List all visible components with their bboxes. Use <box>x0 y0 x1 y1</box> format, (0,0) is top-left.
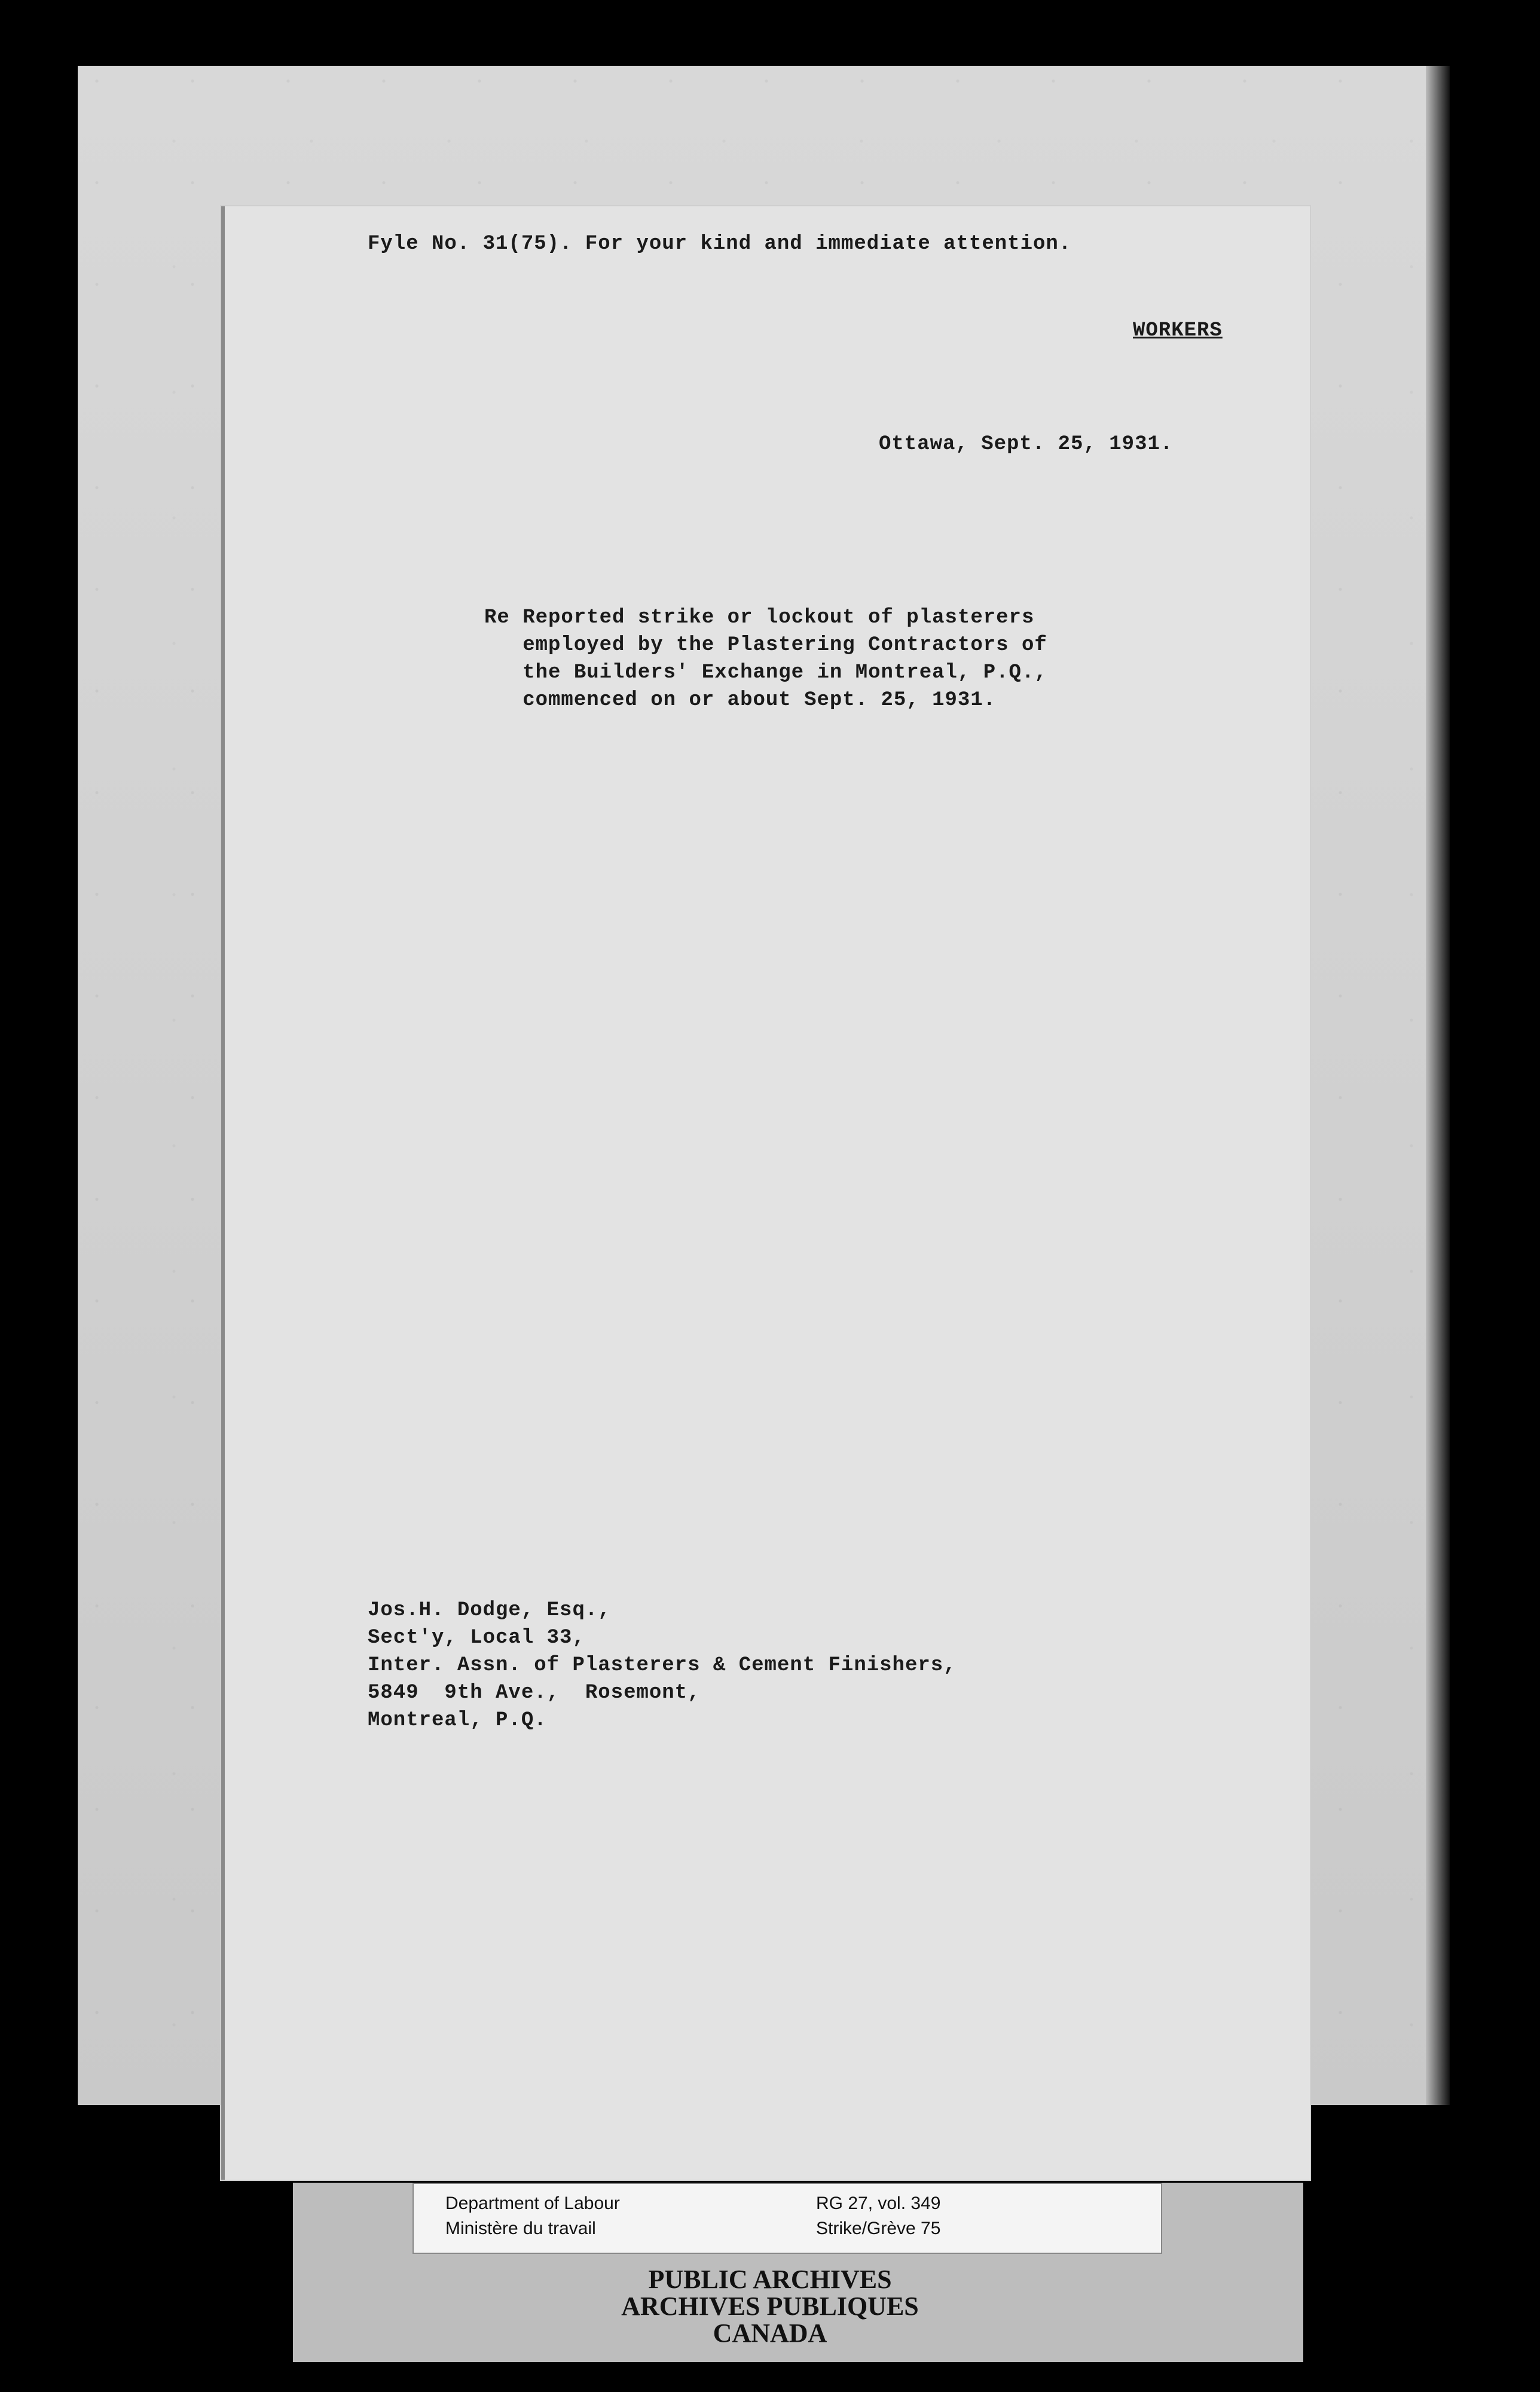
dept-en: Department of Labour <box>445 2193 620 2213</box>
address-line: Jos.H. Dodge, Esq., <box>368 1599 611 1622</box>
stamp-canada: CANADA <box>713 2318 827 2348</box>
strike-number: Strike/Grève 75 <box>816 2219 941 2238</box>
address-line: Montreal, P.Q. <box>368 1709 547 1732</box>
heading-workers: WORKERS <box>1133 319 1223 342</box>
subject-line: Re Reported strike or lockout of plasterers <box>484 606 1035 629</box>
record-group: RG 27, vol. 349 <box>816 2193 941 2213</box>
dept-fr: Ministère du travail <box>445 2219 596 2238</box>
date-line: Ottawa, Sept. 25, 1931. <box>879 433 1174 456</box>
stamp-public-archives: PUBLIC ARCHIVES <box>648 2265 892 2294</box>
subject-line: the Builders' Exchange in Montreal, P.Q., <box>484 661 1047 684</box>
subject-line: employed by the Plastering Contractors of <box>484 634 1047 657</box>
subject-block <box>484 604 1047 714</box>
address-block <box>368 1597 957 1734</box>
file-line: Fyle No. 31(75). For your kind and immediate attention. <box>368 233 1072 255</box>
address-line: Inter. Assn. of Plasterers & Cement Finishers, <box>368 1654 957 1677</box>
stamp-archives-publiques: ARCHIVES PUBLIQUES <box>621 2292 919 2321</box>
address-line: 5849 9th Ave., Rosemont, <box>368 1682 701 1704</box>
letter-sheet <box>221 206 1310 2180</box>
mount-shadow <box>1426 66 1450 2105</box>
subject-line: commenced on or about Sept. 25, 1931. <box>484 689 997 712</box>
address-line: Sect'y, Local 33, <box>368 1627 585 1649</box>
